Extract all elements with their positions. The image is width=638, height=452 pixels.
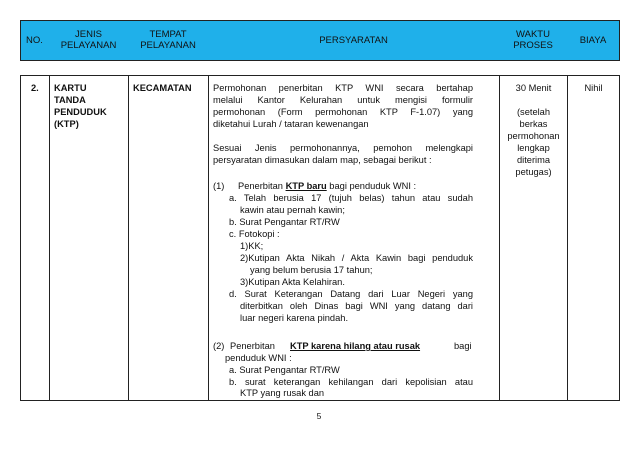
requirement-line: kawin atau pernah kawin; <box>240 205 345 215</box>
table-header <box>20 20 619 60</box>
requirement-line: b. surat keterangan kehilangan dari kepolisian atau <box>229 377 473 387</box>
waktu-line: permohonan <box>507 131 560 141</box>
header-biaya: BIAYA <box>579 34 607 46</box>
requirement-line: luar negeri karena pindah. <box>240 313 349 323</box>
section-2-pre: Penerbitan <box>230 341 275 351</box>
section-1-key: KTP baru <box>285 181 327 191</box>
waktu-line: berkas <box>519 119 548 129</box>
row-biaya: Nihil <box>584 83 603 93</box>
section-1-pre: Penerbitan <box>238 181 286 191</box>
requirement-line: yang belum berusia 17 tahun; <box>250 265 373 275</box>
header-tempat-pelayanan: TEMPAT PELAYANAN <box>140 29 196 51</box>
requirement-line: a. Surat Pengantar RT/RW <box>229 365 340 375</box>
section-1-number: (1) <box>213 181 225 191</box>
requirement-line: b. Surat Pengantar RT/RW <box>229 217 340 227</box>
jenis-line: KARTU <box>54 83 87 93</box>
intro-line: permohonan (Form permohonan KTP F-1.07) yang <box>213 107 473 117</box>
page-number: 5 <box>316 411 322 421</box>
header-waktu-proses: WAKTU PROSES <box>513 29 553 51</box>
header-jenis-pelayanan: JENIS PELAYANAN <box>60 29 117 51</box>
requirement-line: 1)KK; <box>240 241 264 251</box>
jenis-line: PENDUDUK <box>54 107 107 117</box>
waktu-line: diterima <box>516 155 551 165</box>
intro-line: melalui Kantor Kelurahan untuk mengisi formulir <box>213 95 473 105</box>
section-2-number: (2) <box>213 341 225 351</box>
requirement-line: 3)Kutipan Akta Kelahiran. <box>240 277 345 287</box>
row-tempat-pelayanan: KECAMATAN <box>133 83 192 93</box>
requirement-line: c. Fotokopi : <box>229 229 280 239</box>
requirement-line: 2)Kutipan Akta Nikah / Akta Kawin bagi penduduk <box>240 253 473 263</box>
requirement-line: diterbitkan oleh Dinas bagi WNI yang datang dari <box>240 301 473 311</box>
jenis-line: TANDA <box>54 95 86 105</box>
jenis-line: (KTP) <box>54 119 79 129</box>
requirement-line: KTP yang rusak dan <box>240 388 325 398</box>
sesuai-line: persyaratan dimasukan dalam map, sebagai berikut : <box>213 155 432 165</box>
waktu-line: lengkap <box>517 143 550 153</box>
waktu-line: petugas) <box>515 167 552 177</box>
header-persyaratan: PERSYARATAN <box>319 34 388 46</box>
section-1-post: bagi penduduk WNI : <box>326 181 417 191</box>
header-no: NO. <box>26 34 43 46</box>
waktu-line: 30 Menit <box>515 83 552 93</box>
waktu-line: (setelah <box>516 107 551 117</box>
requirement-line: d. Surat Keterangan Datang dari Luar Negeri yang <box>229 289 473 299</box>
sesuai-line: Sesuai Jenis permohonannya, pemohon melengkapi <box>213 143 473 153</box>
requirement-line: penduduk WNI : <box>225 353 292 363</box>
intro-line: diketahui Lurah / tataran kewenangan <box>213 119 369 129</box>
section-2-key: KTP karena hilang atau rusak <box>290 341 421 351</box>
section-2-post: bagi <box>454 341 472 351</box>
requirement-line: a. Telah berusia 17 (tujuh belas) tahun atau sudah <box>229 193 473 203</box>
row-number: 2. <box>31 83 39 93</box>
section-1-heading <box>238 181 416 192</box>
intro-line: Permohonan penerbitan KTP WNI secara bertahap <box>213 83 473 93</box>
